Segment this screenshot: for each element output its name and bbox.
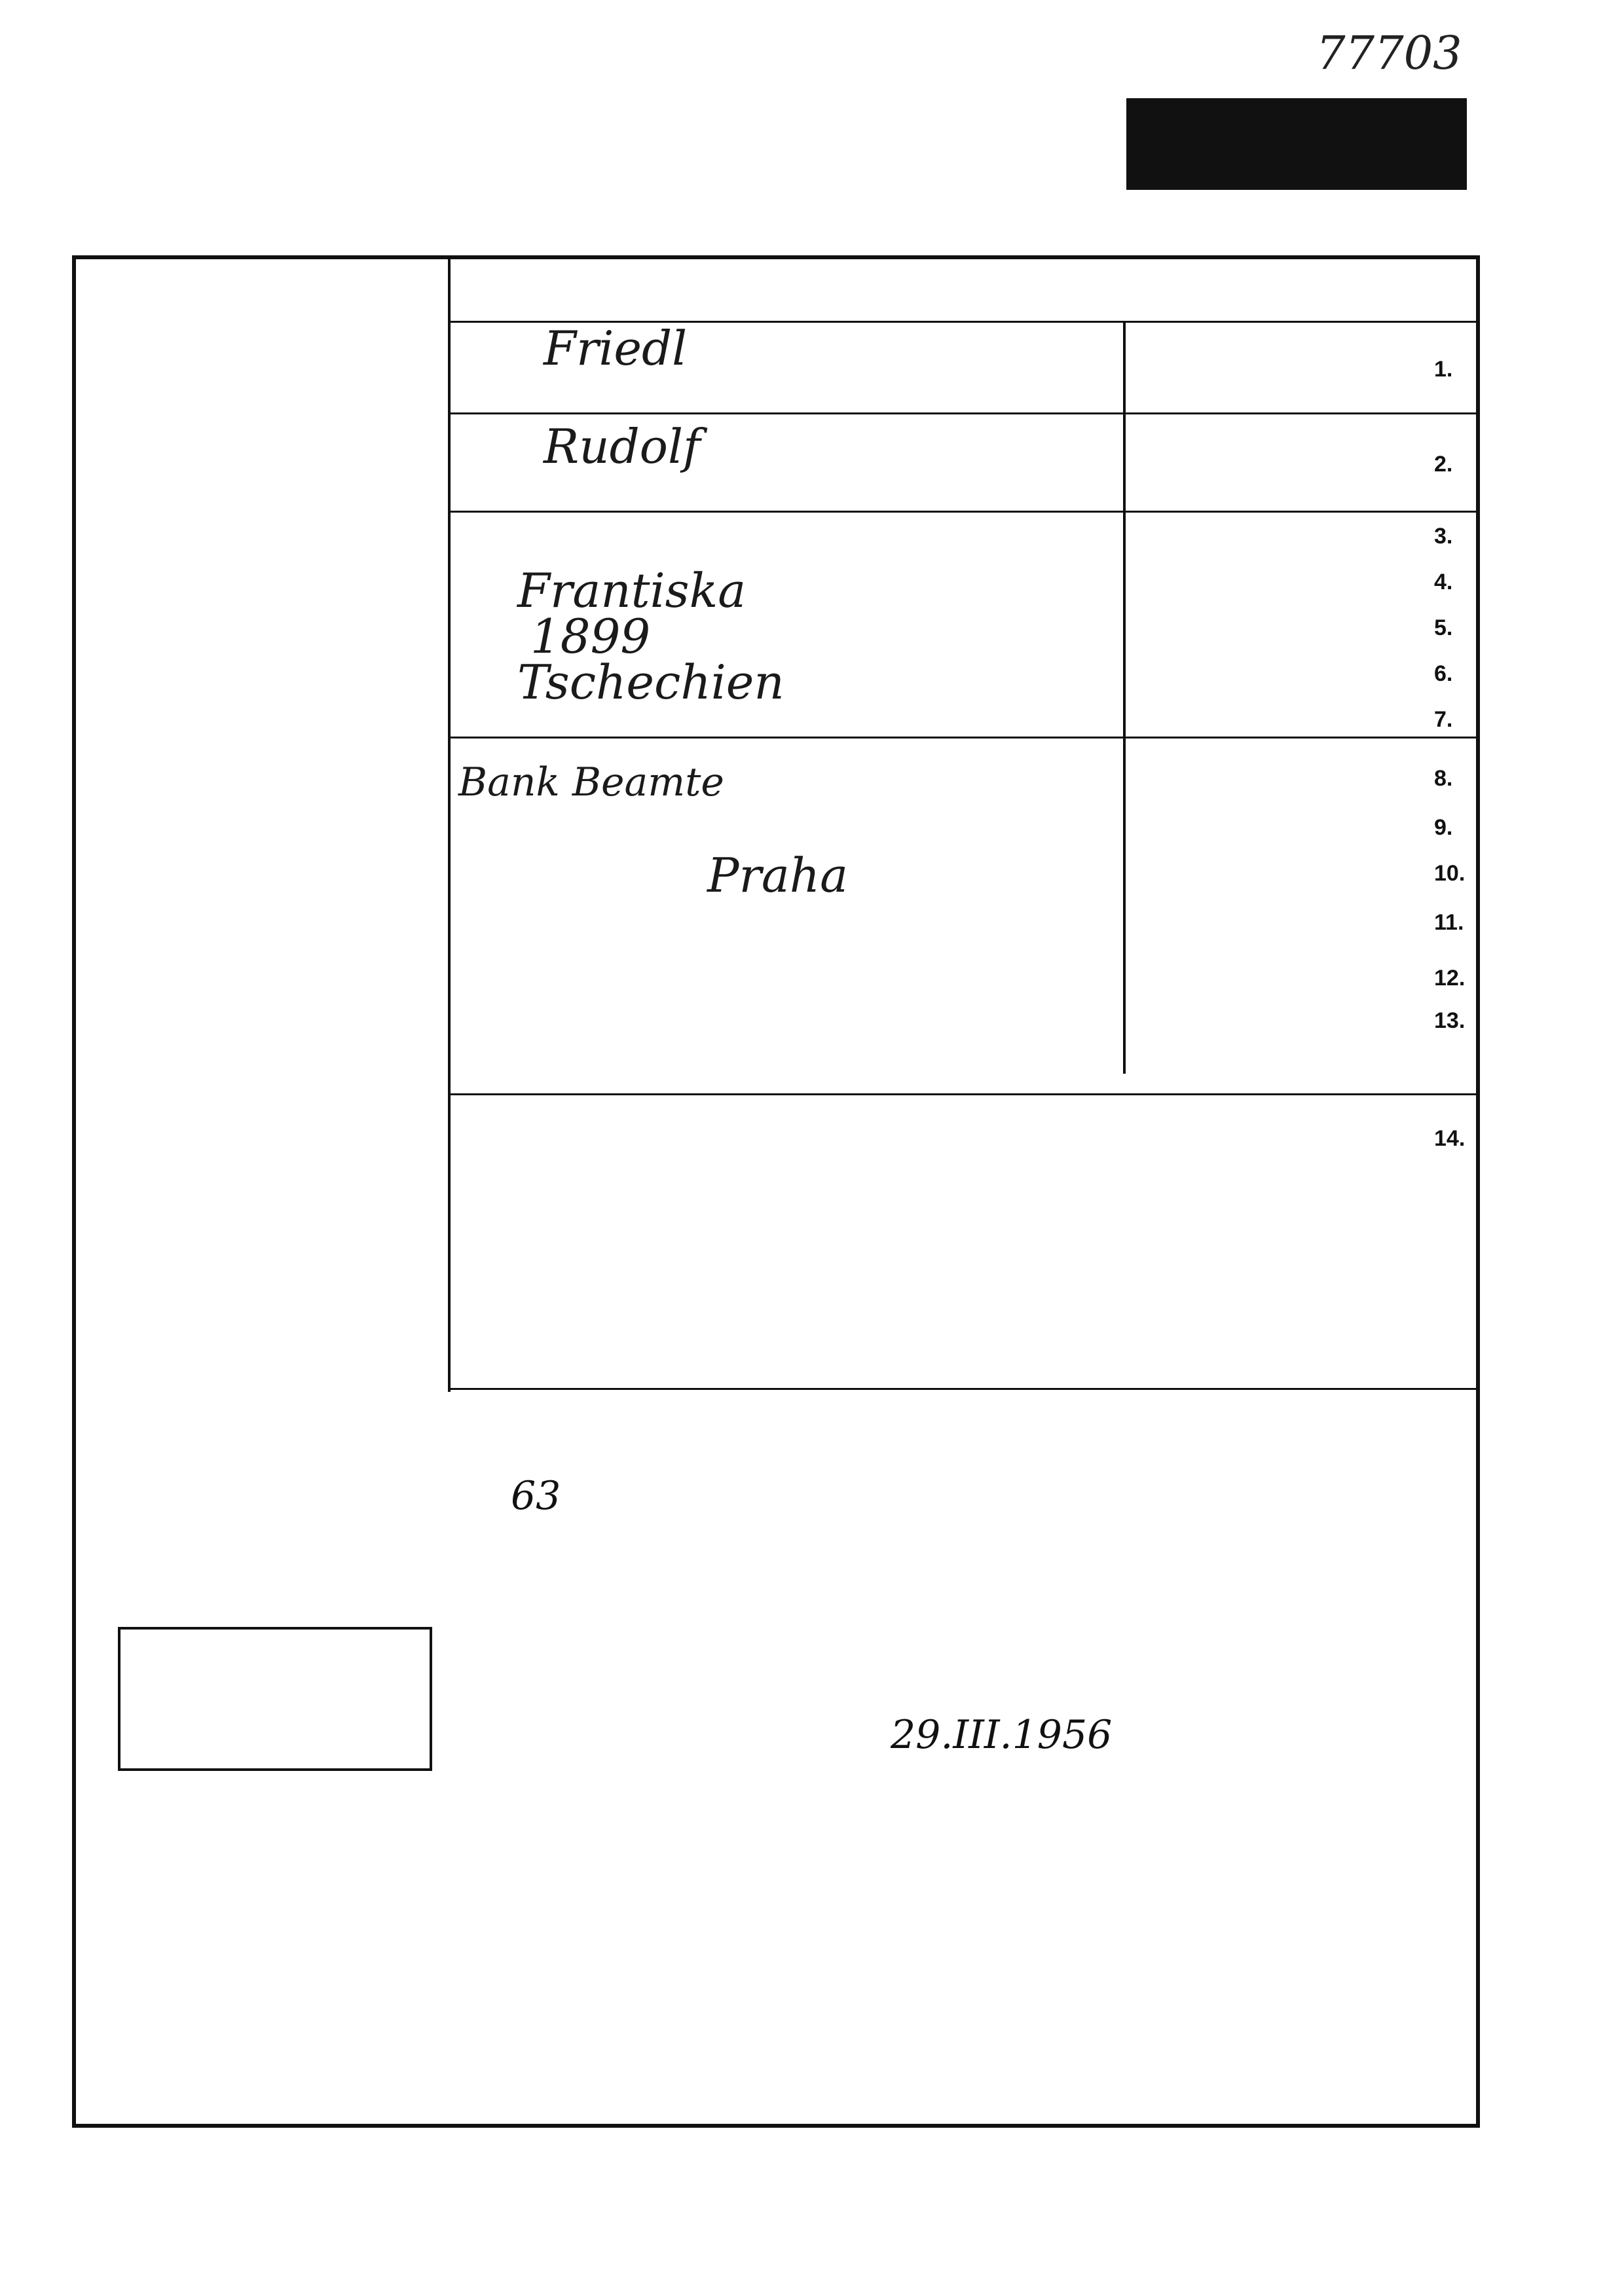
- row-number: 9.: [1434, 815, 1453, 840]
- row-number: 13.: [1434, 1008, 1466, 1033]
- wartime-place-latin: Praha: [707, 848, 849, 903]
- street-number: 63: [511, 1473, 561, 1519]
- document-number: 77703: [1316, 26, 1462, 80]
- row-divider: [451, 1093, 1476, 1095]
- photo-and-law-column: [76, 259, 451, 1392]
- row-number: 5.: [1434, 615, 1453, 640]
- row-number: 11.: [1434, 910, 1464, 935]
- mother-name-latin: Frantiska: [517, 563, 747, 618]
- yad-vashem-logo: [1126, 98, 1467, 190]
- row-number: 10.: [1434, 861, 1466, 886]
- row-divider: [451, 1388, 1476, 1390]
- family-name-latin: Friedl: [544, 321, 688, 376]
- citizenship-box: [118, 1627, 432, 1771]
- row-number: 8.: [1434, 766, 1453, 791]
- row-number: 2.: [1434, 452, 1453, 477]
- signature-date: 29.III.1956: [891, 1712, 1113, 1758]
- row-number: 7.: [1434, 707, 1453, 732]
- first-name-latin: Rudolf: [544, 419, 701, 474]
- birth-year: 1899: [530, 609, 651, 664]
- occupation-latin: Bank Beamte: [458, 759, 724, 805]
- row-divider: [451, 412, 1476, 414]
- row-divider: [451, 511, 1476, 513]
- row-number: 14.: [1434, 1126, 1466, 1151]
- row-number: 3.: [1434, 524, 1453, 549]
- label-column-divider: [1123, 321, 1126, 1074]
- row-divider: [451, 737, 1476, 738]
- row-number: 1.: [1434, 357, 1453, 382]
- row-number: 4.: [1434, 570, 1453, 594]
- row-number: 6.: [1434, 661, 1453, 686]
- birthplace-latin: Tschechien: [517, 655, 784, 710]
- row-number: 12.: [1434, 966, 1466, 991]
